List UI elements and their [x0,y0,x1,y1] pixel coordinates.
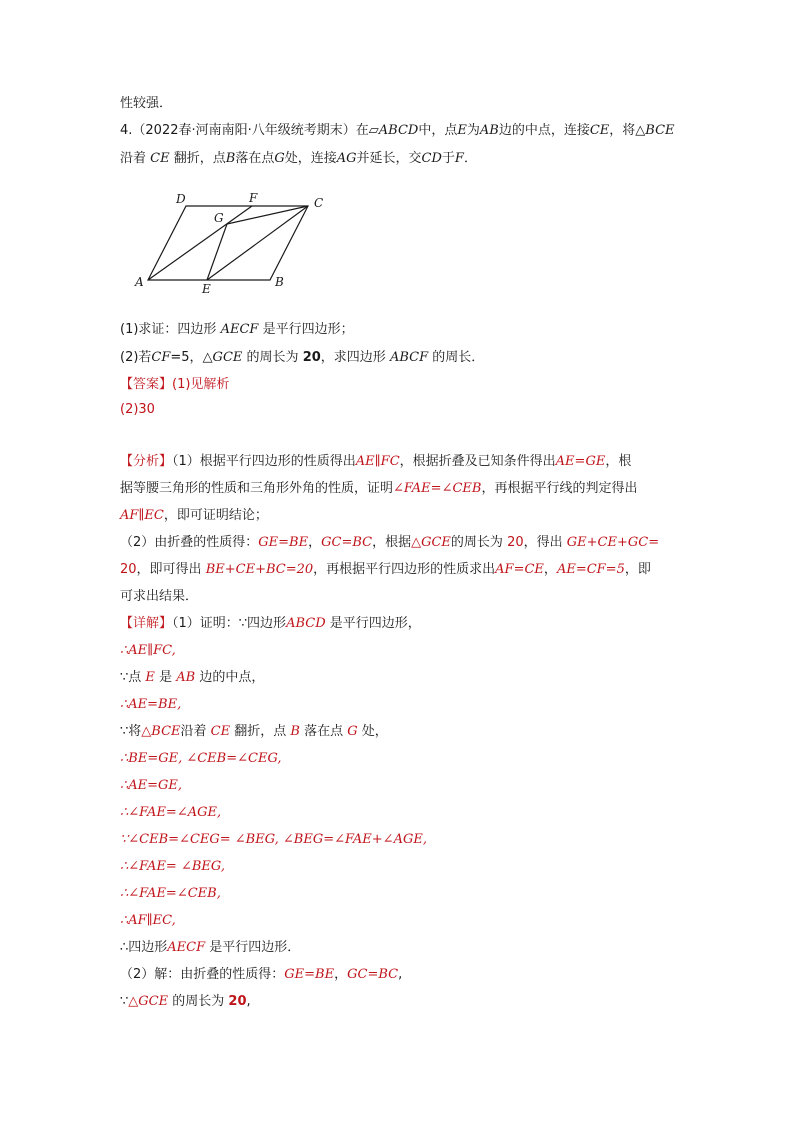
text: （1）证明：∵四边形 [172,616,287,631]
detail-line-13 [120,938,300,958]
label-a: A [135,275,144,289]
text: 是平行四边形． [209,940,301,955]
text: 20 [228,994,247,1009]
analysis-line-2 [120,479,637,499]
text: 是平行四边形， [329,616,421,631]
text: （1）根据平行四边形的性质得出 [172,454,356,469]
detail-line-6: ∴BE=GE, ∠CEB=∠CEG, [120,751,282,766]
text: ∵点 [120,670,142,685]
text: G [347,724,358,739]
detail-line-3 [120,668,264,688]
detail-line-10: ∴∠FAE= ∠BEG, [120,859,225,874]
text: 在 [355,123,369,138]
detail-line-12: ∴AF∥EC, [120,913,176,928]
label-f: F [249,191,258,205]
detail-line-7: ∴AE=GE, [120,778,183,793]
text: ∠FAE=∠CEB [393,481,482,496]
segment-eg [207,224,227,280]
text: ，即 [624,562,651,577]
text: (2)若 [120,350,152,365]
detail-label: 【详解】 [120,616,173,631]
text: 边的中点， [199,670,265,685]
text: ∵将 [120,724,142,739]
problem-line-1 [120,121,675,141]
text: 翻折，点 [173,151,226,166]
text: GC=BC [321,535,373,550]
analysis-line-3 [120,506,268,526]
label-g: G [214,211,224,225]
parallelogram-symbol: ▱ABCD [368,123,419,138]
text: △GCE [128,994,169,1009]
label-c: C [314,196,324,210]
triangle-gce: △GCE [202,350,243,365]
text: ， [334,967,348,982]
detail-line-5 [120,722,388,742]
point-f: F [454,151,464,166]
text: 是 [159,670,173,685]
text: =5， [170,350,203,365]
text: GE=BE [284,967,335,982]
problem-number: 4. [120,123,133,138]
text: 落在点 [304,724,344,739]
text: 的周长． [432,350,485,365]
text: ，将 [609,123,636,138]
text: 是平行四边形； [262,322,354,337]
text: (1)求证：四边形 [120,322,217,337]
text: ，得出 [523,535,563,550]
text: （2）由折叠的性质得： [120,535,259,550]
segment-ce: CE [150,151,170,166]
text: AF∥EC [120,508,164,523]
text: 20 [507,535,524,550]
text: ，再根据平行四边形的性质求出 [313,562,496,577]
detail-line-2: ∴AE∥FC, [120,643,176,658]
segment-ce: CE [589,123,610,138]
text: 20 [120,562,137,577]
text: ，再根据平行线的判定得出 [481,481,638,496]
text: ， [308,535,322,550]
parallelogram-figure [130,190,340,295]
text: 处， [361,724,388,739]
point-g: G [274,151,285,166]
analysis-line-6: 可求出结果． [120,589,199,604]
text: 的周长为 [246,350,299,365]
text: ，即可得出 [136,562,202,577]
text: AB [176,670,196,685]
text: 并延长，交 [356,151,422,166]
segment-af [148,206,252,280]
text: AF=CE [495,562,544,577]
answer-line-1 [120,375,229,395]
detail-line-9: ∵∠CEB=∠CEG= ∠BEG, ∠BEG=∠FAE+∠AGE, [120,832,427,847]
problem-source: （2022春·河南南阳·八年级统考期末） [132,123,356,138]
analysis-label: 【分析】 [120,454,173,469]
text: （2）解：由折叠的性质得： [120,967,285,982]
label-e: E [202,282,211,295]
segment-ab: AB [479,123,499,138]
text: ，根据折叠及已知条件得出 [399,454,556,469]
text: AE∥FC [355,454,400,469]
text: , [398,967,403,982]
text: GE=BE [258,535,309,550]
parallelogram-abcd [148,206,308,280]
text: BE+CE+BC=20 [205,562,314,577]
text: 处，连接 [284,151,337,166]
analysis-line-1 [120,452,631,472]
text: , [246,994,251,1009]
segment-ag: AG [336,151,357,166]
text: ，根 [605,454,632,469]
point-e: E [457,123,467,138]
shape-aecf: AECF [220,322,259,337]
text: 据等腰三角形的性质和三角形外角的性质，证明 [120,481,394,496]
segment-cf: CF [151,350,171,365]
detail-line-1 [120,614,421,634]
text: 边的中点，连接 [498,123,590,138]
text: CE [210,724,231,739]
answer-1: (1)见解析 [172,377,230,392]
text: 沿着 [180,724,207,739]
detail-line-11: ∴∠FAE=∠CEB, [120,886,221,901]
text: AECF [167,940,206,955]
answer-line-2: (2)30 [120,402,155,417]
answer-label: 【答案】 [120,377,173,392]
text: ，根据 [372,535,412,550]
detail-line-8: ∴∠FAE=∠AGE, [120,805,222,820]
analysis-line-5 [120,560,651,580]
intro-tail: 性较强． [120,96,173,111]
text: 中，点 [418,123,458,138]
text: GC=BC [347,967,399,982]
text: E [145,670,155,685]
label-d: D [176,192,186,206]
text: GE+CE+GC= [566,535,660,550]
segment-cd: CD [421,151,442,166]
question-2 [120,348,484,368]
text: 的周长为 [450,535,503,550]
text: ∴四边形 [120,940,168,955]
detail-line-4: ∴AE=BE, [120,697,182,712]
text: AE=GE [555,454,606,469]
text: ，求四边形 [320,350,386,365]
text: ABCD [286,616,326,631]
analysis-line-4 [120,533,659,553]
question-1 [120,320,354,340]
text: 沿着 [120,151,147,166]
text: 为 [466,123,480,138]
point-b: B [225,151,236,166]
text: ． [463,151,477,166]
text: △BCE [141,724,181,739]
shape-abcf: ABCF [389,350,429,365]
text: ，即可证明结论； [163,508,268,523]
text: AE=CF=5 [556,562,625,577]
text: 落在点 [235,151,275,166]
text: ∵ [120,994,129,1009]
detail-line-15 [120,992,251,1012]
text: △GCE [411,535,451,550]
detail-line-14 [120,965,402,985]
label-b: B [275,275,284,289]
text: 的周长为 [172,994,225,1009]
problem-line-2 [120,149,477,169]
text: B [290,724,300,739]
text: ， [543,562,557,577]
text: 于 [441,151,455,166]
text: 20 [302,350,321,365]
text: 翻折，点 [234,724,287,739]
triangle-bce: △BCE [635,123,675,138]
